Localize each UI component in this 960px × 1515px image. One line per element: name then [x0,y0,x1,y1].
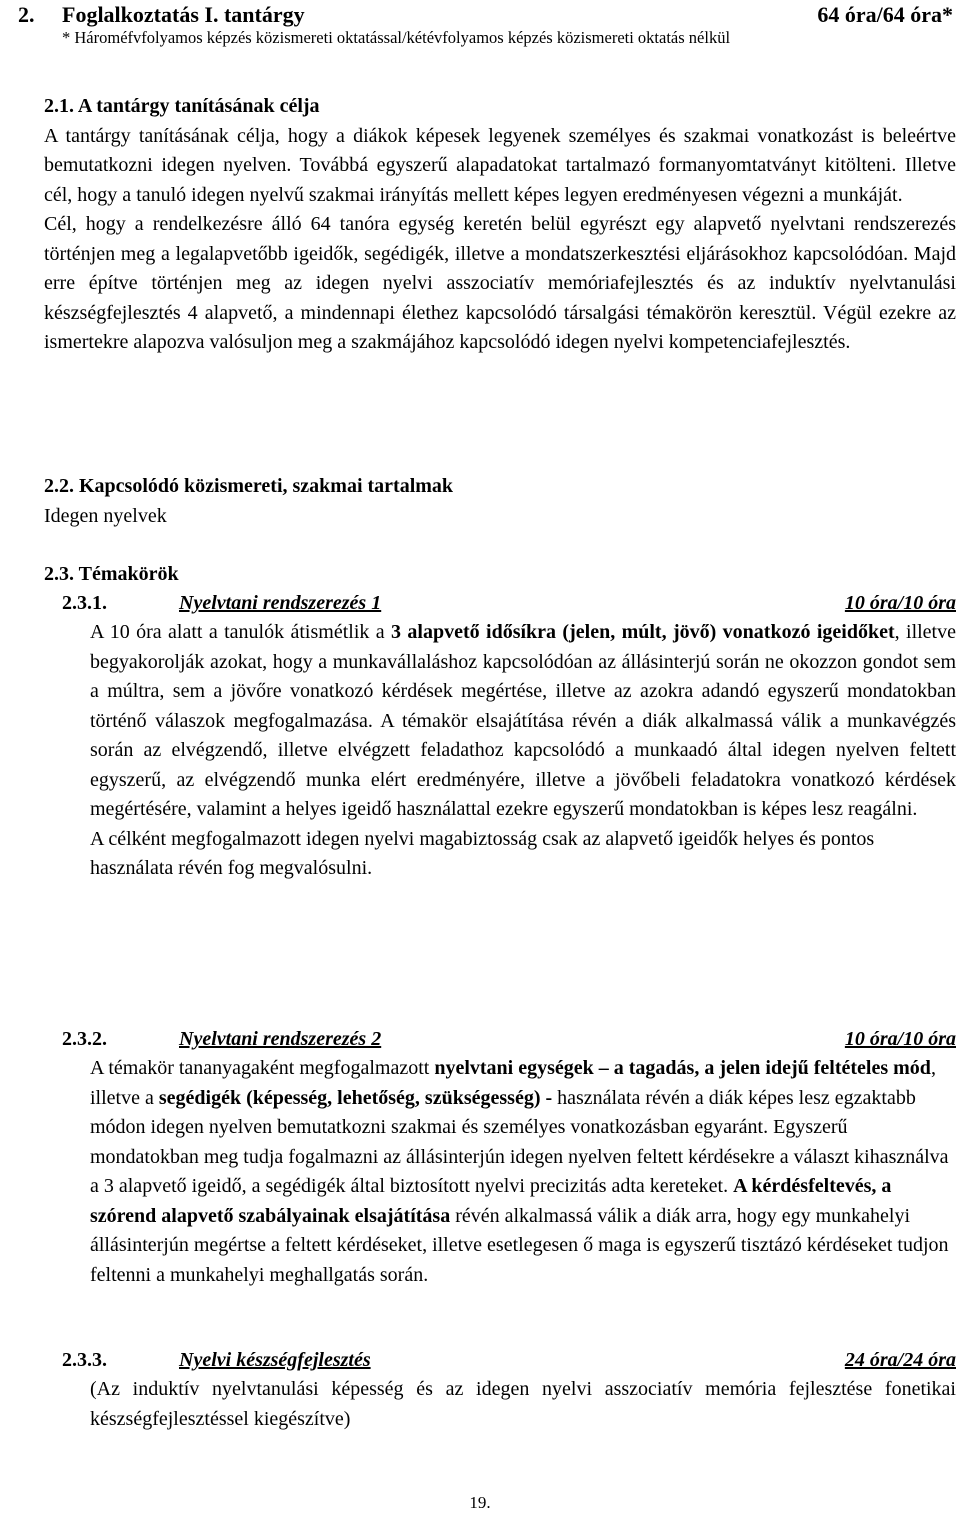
topic-title: Nyelvtani rendszerezés 2 [179,1028,382,1050]
text-run: használata révén a diák képes lesz egzaktabb módon idegen nyelven bemutatkozni szakmai és személyes vonatkozásban egyaránt. Egyszerű mondatokban meg tudja fogalmazni az állásinterjún idegen nyelven feltett kérdésekre a választ kihasználva a 3 alapvető igeidő, a segédigék által biztosított nyelvi precizitás adta kereteket. [90,1086,949,1197]
chapter-title: Foglalkoztatás I. tantárgy [62,2,305,27]
topic-body [90,618,956,884]
paragraph: Cél, hogy a rendelkezésre álló 64 tanóra egység keretén belül egyrészt egy alapvető nyelvtani rendszerezés történjen meg a legalapvetőbb igeidők, segédigék, illetve a mondatszerkesztési eljárásokhoz kapcsolódóan. Majd erre építve történjen meg az idegen nyelvi asszociatív memóriafejlesztés és az induktív nyelvtanulási készségfejlesztés 4 alapvető, a mindennapi élethez kapcsolódó társalgási témakörön keresztül. Végül ezekre az ismertekre alapozva valósuljon meg a szakmájához kapcsolódó idegen nyelvi kompetenciafejlesztés. [44,213,956,353]
text-run: , illetve begyakorolják azokat, hogy a munkavállaláshoz kapcsolódóan az állásinterjú során ne okozzon gondot sem a múltra, sem a jövőre vonatkozó kérdések megértése, illetve az azokra adandó egyszerű mondatokban történő válaszok megfogalmazása. A témakör elsajátítása révén a diák alkalmassá válik a munkavégzés során az elvégzendő, illetve elvégzett feladathoz kapcsolódó a munkaadó által idegen nyelven feltett egyszerű, az elvégzendő munka elért eredményére, illetve a jövőbeli feladatokra vonatkozó kérdések megértésére, valamint a helyes igeidő használattal ezekre egyszerű mondatokban is képes lesz reagálni. [90,621,956,820]
text-run: révén alkalmassá válik a diák arra, hogy egy munkahelyi állásinterjún megértse a feltett kérdéseket, illetve esetlegesen ő maga is egyszerű tisztázó kérdéseket tudjon feltenni a munkahelyi meghallgatás során. [90,1204,949,1286]
paragraph: A célként megfogalmazott idegen nyelvi magabiztosság csak az alapvető igeidők helyes és pontos használata révén fog megvalósulni. [90,827,875,879]
topic-heading [62,1025,956,1054]
topic-number: 2.3.2. [62,1028,107,1050]
section-title: 2.3. Témakörök [44,563,179,585]
topic-heading [62,1346,956,1375]
topic-number: 2.3.3. [62,1349,107,1371]
section-title: 2.1. A tantárgy tanításának célja [44,95,320,117]
page-number: 19. [469,1493,491,1512]
text-run: A 10 óra alatt a tanulók átismétlik a [90,621,392,643]
bold-run: A kérdésfeltevés, a szórend alapvető szabályainak elsajátítása [90,1175,892,1227]
topic-2-3-1 [62,589,956,884]
topic-title: Nyelvtani rendszerezés 1 [179,592,382,614]
topic-number: 2.3.1. [62,592,107,614]
section-title: 2.2. Kapcsolódó közismereti, szakmai tartalmak [44,475,454,497]
topic-hours: 24 óra/24 óra [844,1349,956,1371]
bold-run: nyelvtani egységek – a tagadás, a jelen idejű feltételes mód [434,1057,931,1079]
topic-body [90,1054,956,1290]
topic-hours: 10 óra/10 óra [844,1028,956,1050]
topic-2-3-2 [62,1025,956,1290]
section-2-2 [44,472,956,531]
bold-run: 3 alapvető idősíkra (jelen, múlt, jövő) vonatkozó igeidőket [391,621,895,643]
paragraph [90,1054,956,1290]
section-2-1 [44,92,956,358]
topic-hours: 10 óra/10 óra [844,592,956,614]
topic-body [90,1375,956,1434]
chapter-heading [18,2,953,28]
paragraph: (Az induktív nyelvtanulási képesség és az idegen nyelvi asszociatív memória fejlesztése fonetikai készségfejlesztéssel kiegészítve) [90,1378,956,1430]
chapter-number: 2. [18,2,35,27]
paragraph: A tantárgy tanításának célja, hogy a diákok képesek legyenek személyes és szakmai vonatkozást is beleértve bemutatkozni idegen nyelven. Továbbá egyszerű alapadatokat tartalmazó formanyomtatványt kitölteni. Illetve cél, hogy a tanuló idegen nyelvű szakmai irányítás mellett képes legyen eredményesen végezni a munkáját. [44,124,956,206]
bold-run: segédigék (képesség, lehetőség, szükségesség) - [158,1086,553,1109]
section-text: Idegen nyelvek [44,504,167,527]
chapter-footnote: * Hároméfvfolyamos képzés közismereti oktatással/kétévfolyamos képzés közismereti oktatás nélkül [62,28,731,47]
topic-heading [62,589,956,618]
section-2-3 [44,560,956,590]
topic-2-3-3 [62,1346,956,1434]
chapter-hours: 64 óra/64 óra* [817,2,953,27]
text-run: A témakör tananyagaként megfogalmazott [90,1057,435,1079]
topic-title: Nyelvi készségfejlesztés [179,1349,371,1371]
paragraph [90,618,956,825]
text-run: , illetve a [90,1057,936,1109]
